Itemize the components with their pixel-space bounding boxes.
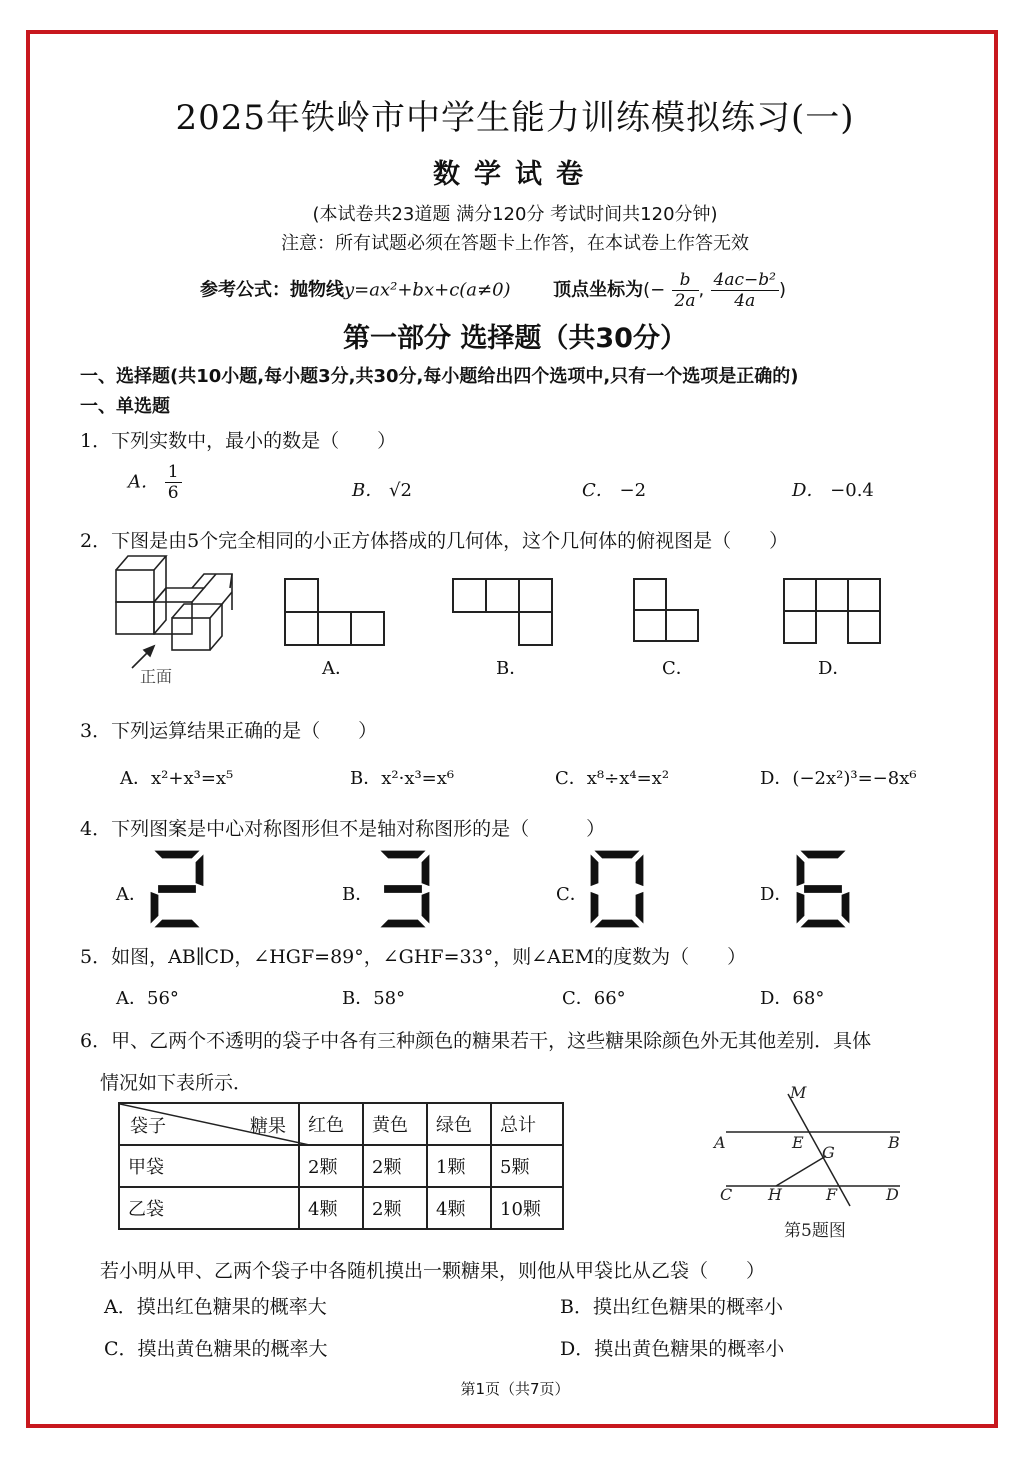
section-subheading: 一、单选题	[80, 396, 170, 417]
candy-table	[118, 1102, 564, 1230]
digit-segment	[379, 919, 427, 928]
q4-label-b: B．	[342, 884, 374, 905]
q2-label-b: B．	[496, 658, 528, 679]
table-cell: 4颗	[299, 1187, 363, 1229]
vertex-fraction-y	[711, 270, 779, 311]
q2-solid-figure	[110, 552, 250, 688]
formula-label: 参考公式：抛物线	[200, 279, 344, 301]
digit-segment	[635, 891, 644, 925]
q1-d-label: D．	[792, 480, 825, 501]
digit-segment	[195, 853, 204, 887]
table-row-name: 乙袋	[119, 1187, 299, 1229]
point-label: A	[714, 1133, 726, 1152]
front-arrow-icon	[132, 646, 154, 668]
q1-option-d	[792, 476, 874, 502]
table-row	[119, 1187, 563, 1229]
q2-label-d: D．	[818, 658, 851, 679]
digit-segment	[153, 850, 201, 859]
exam-title: 2025年铁岭市中学生能力训练模拟练习(一)	[175, 98, 855, 138]
q1-c-label: C．	[582, 480, 614, 501]
point-label: M	[790, 1083, 807, 1102]
section-title: 第一部分 选择题（共30分）	[343, 323, 687, 354]
q2-label-a: A．	[322, 658, 353, 679]
q4-label-d: D．	[760, 884, 793, 905]
q6-stem-line2: 情况如下表所示．	[100, 1072, 253, 1094]
point-label: H	[768, 1185, 782, 1204]
q2-option-a-figure	[284, 578, 386, 646]
reference-formula	[200, 270, 786, 311]
seven-segment-digit-d	[796, 850, 850, 928]
q5-figure-caption: 第5题图	[784, 1221, 846, 1241]
q4-label-c: C．	[556, 884, 588, 905]
q1-option-a	[128, 462, 182, 503]
q2-option-b-figure	[452, 578, 554, 646]
q1-c-value: −2	[619, 480, 647, 501]
digit-segment	[796, 853, 805, 887]
digit-segment	[421, 853, 430, 887]
q5-option-a: A．56°	[116, 988, 179, 1009]
table-cell: 4颗	[427, 1187, 491, 1229]
point-label: F	[826, 1185, 838, 1204]
q1-stem: 1．下列实数中，最小的数是（ ）	[80, 430, 397, 452]
q1-a-den: 6	[167, 483, 179, 503]
q1-option-c	[582, 476, 646, 502]
q6-option-b: B．摸出红色糖果的概率小	[560, 1296, 783, 1318]
point-label: E	[792, 1133, 804, 1152]
table-cell: 2颗	[363, 1187, 427, 1229]
digit-segment	[590, 891, 599, 925]
q1-option-b	[352, 476, 412, 502]
seven-segment-digit-c	[590, 850, 644, 928]
table-row	[119, 1145, 563, 1187]
q5-stem: 5．如图，AB∥CD，∠HGF=89°，∠GHF=33°，则∠AEM的度数为（ ）	[80, 946, 747, 968]
table-corner-left: 袋子	[130, 1116, 166, 1137]
q2-label-c: C．	[662, 658, 694, 679]
q1-a-num: 1	[165, 462, 182, 483]
digit-segment	[379, 850, 427, 859]
table-cell: 1颗	[427, 1145, 491, 1187]
vertex-den-y: 4a	[734, 291, 756, 311]
q2-option-d-figure	[783, 578, 881, 644]
exam-notice: 注意：所有试题必须在答题卡上作答，在本试卷上作答无效	[281, 233, 749, 254]
digit-segment	[593, 850, 641, 859]
q4-stem: 4．下列图案是中心对称图形但不是轴对称图形的是（ ）	[80, 818, 606, 840]
q2-option-c-figure	[633, 578, 701, 642]
q5-geometry-figure	[706, 1080, 918, 1246]
vertex-open: (−	[643, 279, 666, 301]
q2-stem: 2．下图是由5个完全相同的小正方体搭成的几何体，这个几何体的俯视图是（ ）	[80, 530, 789, 552]
table-cell: 2颗	[299, 1145, 363, 1187]
q4-label-a: A．	[116, 884, 147, 905]
vertex-label: 顶点坐标为	[553, 279, 644, 301]
table-header-row	[119, 1103, 563, 1145]
q5-option-b: B．58°	[342, 988, 406, 1009]
digit-segment	[799, 850, 847, 859]
exam-subtitle: 数学试卷	[433, 159, 597, 190]
digit-segment	[150, 891, 159, 925]
digit-segment	[804, 885, 843, 894]
exam-info: (本试卷共23道题 满分120分 考试时间共120分钟)	[312, 204, 718, 225]
q1-a-label: A．	[128, 471, 159, 493]
q1-b-value: √2	[388, 480, 412, 501]
q1-b-label: B．	[352, 480, 384, 501]
q1-d-value: −0.4	[830, 480, 874, 501]
q3-option-b: B．x²·x³=x⁶	[350, 768, 455, 789]
q6-option-a: A．摸出红色糖果的概率大	[104, 1296, 327, 1318]
q2-front-label: 正面	[140, 667, 173, 686]
digit-segment	[153, 919, 201, 928]
seven-segment-digit-a	[150, 850, 204, 928]
vertex-num-x: b	[672, 270, 699, 291]
q6-option-c: C．摸出黄色糖果的概率大	[104, 1338, 328, 1360]
page-number: 第1页（共7页）	[460, 1380, 570, 1398]
q3-option-d: D．(−2x²)³=−8x⁶	[760, 768, 917, 789]
q6-option-d: D．摸出黄色糖果的概率小	[560, 1338, 785, 1360]
digit-segment	[590, 853, 599, 887]
vertex-den-x: 2a	[674, 291, 696, 311]
q5-option-c: C．66°	[562, 988, 626, 1009]
formula-equation: y=ax²+bx+c(a≠0)	[344, 279, 511, 301]
table-header: 红色	[299, 1103, 363, 1145]
q1-a-fraction	[165, 462, 182, 503]
point-label: G	[822, 1143, 835, 1162]
point-label: D	[886, 1185, 899, 1204]
digit-segment	[593, 919, 641, 928]
vertex-fraction-x	[672, 270, 699, 311]
table-cell: 10颗	[491, 1187, 563, 1229]
table-cell: 2颗	[363, 1145, 427, 1187]
digit-segment	[796, 891, 805, 925]
q6-question: 若小明从甲、乙两个袋子中各随机摸出一颗糖果，则他从甲袋比从乙袋（ ）	[100, 1260, 766, 1282]
digit-segment	[635, 853, 644, 887]
table-row-name: 甲袋	[119, 1145, 299, 1187]
q3-stem: 3．下列运算结果正确的是（ ）	[80, 720, 378, 742]
section-instruction: 一、选择题(共10小题,每小题3分,共30分,每小题给出四个选项中,只有一个选项是正确的)	[80, 366, 799, 387]
vertex-num-y: 4ac−b²	[711, 270, 779, 291]
table-cell: 5颗	[491, 1145, 563, 1187]
q3-option-a: A．x²+x³=x⁵	[120, 768, 234, 789]
table-header: 总计	[491, 1103, 563, 1145]
digit-segment	[799, 919, 847, 928]
seven-segment-digit-b	[376, 850, 430, 928]
vertex-sep: ,	[698, 279, 705, 301]
q6-stem-line1: 6．甲、乙两个不透明的袋子中各有三种颜色的糖果若干，这些糖果除颜色外无其他差别．具体	[80, 1030, 872, 1052]
q5-option-d: D．68°	[760, 988, 825, 1009]
digit-segment	[421, 891, 430, 925]
table-corner-cell	[119, 1103, 299, 1145]
digit-segment	[384, 885, 423, 894]
point-label: B	[888, 1133, 900, 1152]
table-header: 绿色	[427, 1103, 491, 1145]
table-corner-right: 糖果	[250, 1116, 286, 1137]
vertex-close: )	[778, 279, 786, 301]
q3-option-c: C．x⁸÷x⁴=x²	[555, 768, 670, 789]
point-label: C	[720, 1185, 733, 1204]
table-header: 黄色	[363, 1103, 427, 1145]
digit-segment	[158, 885, 197, 894]
digit-segment	[841, 891, 850, 925]
